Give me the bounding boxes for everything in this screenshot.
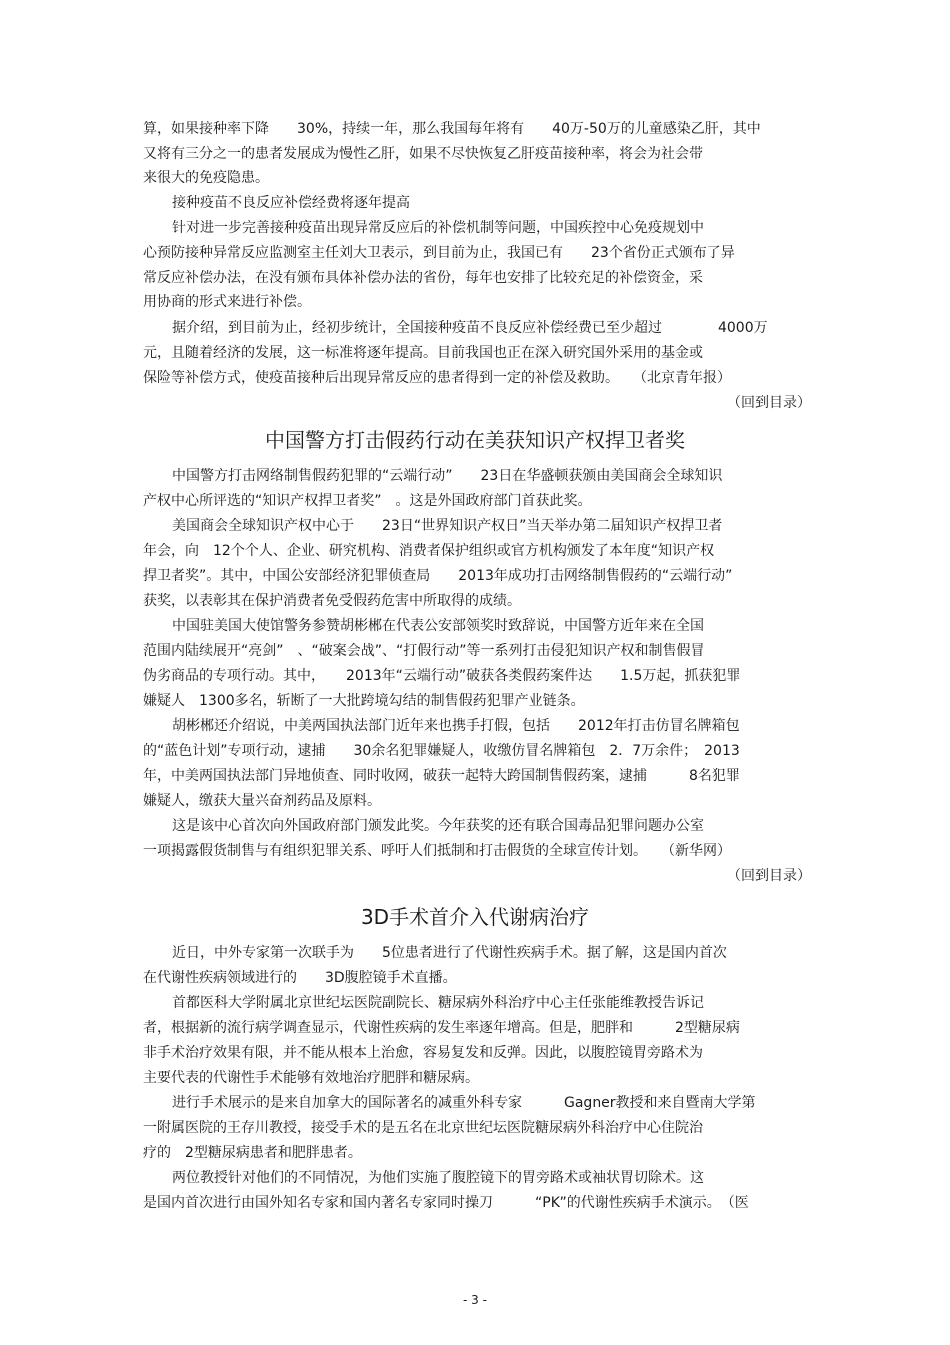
article-title: 3D手术首介入代谢病治疗 (360, 905, 590, 929)
body-line: 一项揭露假货制售与有组织犯罪关系、呼吁人们抵制和打击假货的全球宣传计划。 （新华网） (143, 843, 731, 859)
body-line: 主要代表的代谢性手术能够有效地治疗肥胖和糖尿病。 (143, 1070, 479, 1086)
body-line: 针对进一步完善接种疫苗出现异常反应后的补偿机制等问题，中国疾控中心免疫规划中 (172, 220, 704, 236)
body-line: 又将有三分之一的患者发展成为慢性乙肝，如果不尽快恢复乙肝疫苗接种率，将会为社会带 (143, 146, 703, 162)
body-line: 进行手术展示的是来自加拿大的国际著名的减重外科专家 Gagner教授和来自暨南大学第 (172, 1095, 756, 1111)
body-line: 是国内首次进行由国外知名专家和国内著名专家同时操刀 “PK”的代谢性疾病手术演示。 （医 (143, 1195, 749, 1211)
body-line: 产权中心所评选的“知识产权捍卫者奖” 。这是外国政府部门首获此奖。 (143, 493, 592, 509)
back-to-toc-link[interactable]: （回到目录） (727, 395, 811, 411)
body-line: 用协商的形式来进行补偿。 (143, 294, 311, 310)
body-line: 者，根据新的流行病学调查显示，代谢性疾病的发生率逐年增高。但是，肥胖和 2型糖尿病 (143, 1020, 740, 1036)
body-line: 在代谢性疾病领域进行的 3D腹腔镜手术直播。 (143, 970, 457, 986)
body-line: 这是该中心首次向外国政府部门颁发此奖。今年获奖的还有联合国毒品犯罪问题办公室 (172, 818, 704, 834)
body-line: 元，且随着经济的发展，这一标准将逐年提高。目前我国也正在深入研究国外采用的基金或 (143, 345, 703, 361)
body-line: 中国警方打击网络制售假药犯罪的“云端行动” 23日在华盛顿获颁由美国商会全球知识 (172, 468, 723, 484)
body-line: 中国驻美国大使馆警务参赞胡彬郴在代表公安部领奖时致辞说，中国警方近年来在全国 (172, 618, 704, 634)
article-title: 中国警方打击假药行动在美获知识产权捍卫者奖 (265, 428, 685, 452)
body-line: 非手术治疗效果有限，并不能从根本上治愈，容易复发和反弹。因此，以腹腔镜胃旁路术为 (143, 1045, 703, 1061)
body-line: 近日，中外专家第一次联手为 5位患者进行了代谢性疾病手术。据了解，这是国内首次 (172, 945, 727, 961)
body-line: 年，中美两国执法部门异地侦查、同时收网，破获一起特大跨国制售假药案，逮捕 8名犯罪 (143, 768, 740, 784)
body-line: 的“蓝色计划”专项行动，逮捕 30余名犯罪嫌疑人，收缴仿冒名牌箱包 2．7万余件； 2013 (143, 743, 740, 759)
body-line: 伪劣商品的专项行动。其中， 2013年“云端行动”破获各类假药案件达 1.5万起，抓获犯罪 (143, 668, 741, 684)
body-line: 两位教授针对他们的不同情况，为他们实施了腹腔镜下的胃旁路术或袖状胃切除术。这 (172, 1170, 704, 1186)
body-line: 据介绍，到目前为止，经初步统计，全国接种疫苗不良反应补偿经费已至少超过 4000万 (172, 320, 768, 336)
section-subheading: 接种疫苗不良反应补偿经费将逐年提高 (172, 195, 410, 211)
body-line: 范围内陆续展开“亮剑” 、“破案会战”、“打假行动”等一系列打击侵犯知识产权和制售假冒 (143, 643, 705, 659)
body-line: 常反应补偿办法，在没有颁布具体补偿办法的省份，每年也安排了比较充足的补偿资金，采 (143, 270, 703, 286)
body-line: 心预防接种异常反应监测室主任刘大卫表示，到目前为止，我国已有 23个省份正式颁布了异 (143, 245, 735, 261)
body-line: 嫌疑人，缴获大量兴奋剂药品及原料。 (143, 793, 381, 809)
body-line: 胡彬郴还介绍说，中美两国执法部门近年来也携手打假，包括 2012年打击仿冒名牌箱包 (172, 718, 740, 734)
body-line: 算，如果接种率下降 30%，持续一年，那么我国每年将有 40万-50万的儿童感染乙肝，其中 (143, 121, 761, 137)
body-line: 美国商会全球知识产权中心于 23日“世界知识产权日”当天举办第二届知识产权捍卫者 (172, 518, 723, 534)
page-number: - 3 - (463, 1293, 487, 1307)
body-line: 嫌疑人 1300多名，斩断了一大批跨境勾结的制售假药犯罪产业链条。 (143, 693, 585, 709)
body-line: 获奖，以表彰其在保护消费者免受假药危害中所取得的成绩。 (143, 593, 521, 609)
body-line: 年会，向 12个个人、企业、研究机构、消费者保护组织或官方机构颁发了本年度“知识产权 (143, 543, 715, 559)
body-line: 首都医科大学附属北京世纪坛医院副院长、糖尿病外科治疗中心主任张能维教授告诉记 (172, 995, 704, 1011)
body-line: 保险等补偿方式，使疫苗接种后出现异常反应的患者得到一定的补偿及救助。 （北京青年报） (143, 370, 731, 386)
body-line: 疗的 2型糖尿病患者和肥胖患者。 (143, 1145, 362, 1161)
body-line: 一附属医院的王存川教授，接受手术的是五名在北京世纪坛医院糖尿病外科治疗中心住院治 (143, 1120, 703, 1136)
body-line: 来很大的免疫隐患。 (143, 170, 269, 186)
body-line: 捍卫者奖”。其中，中国公安部经济犯罪侦查局 2013年成功打击网络制售假药的“云端行动” (143, 568, 733, 584)
back-to-toc-link[interactable]: （回到目录） (727, 868, 811, 884)
